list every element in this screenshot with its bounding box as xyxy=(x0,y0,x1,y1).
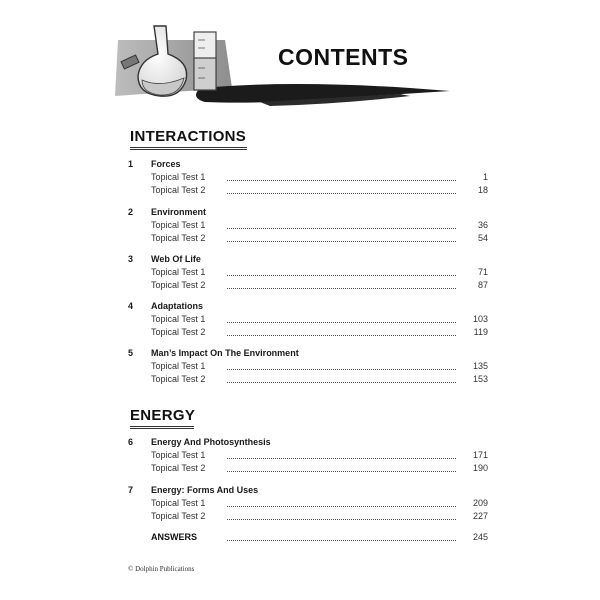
toc-entry xyxy=(151,184,488,197)
page-number: 18 xyxy=(477,185,488,195)
page-number: 245 xyxy=(472,532,488,542)
toc-entry xyxy=(151,449,488,462)
toc-entry xyxy=(151,462,488,475)
entry-label: Topical Test 1 xyxy=(151,498,206,508)
entry-label: Topical Test 1 xyxy=(151,450,206,460)
page-number: 71 xyxy=(477,267,488,277)
answers-entry xyxy=(128,531,488,544)
chapter-number: 5 xyxy=(128,348,134,358)
dot-leader xyxy=(227,180,456,181)
page-number: 119 xyxy=(473,327,488,337)
page-number: 1 xyxy=(482,172,488,182)
toc-entry xyxy=(151,360,488,373)
chapter-4 xyxy=(128,300,488,339)
toc-entry xyxy=(151,313,488,326)
page-number: 153 xyxy=(472,374,488,384)
dot-leader xyxy=(227,471,456,472)
chapter-5 xyxy=(128,347,488,386)
page-number: 36 xyxy=(477,220,488,230)
entry-label: ANSWERS xyxy=(151,532,198,542)
toc-entry xyxy=(151,279,488,292)
entry-label: Topical Test 2 xyxy=(151,185,206,195)
page-title: CONTENTS xyxy=(278,44,409,70)
dot-leader xyxy=(227,322,456,323)
copyright-footer: © Dolphin Publications xyxy=(128,565,195,573)
toc-entry xyxy=(151,373,488,386)
chapter-title: Environment xyxy=(151,207,207,217)
dot-leader xyxy=(227,241,456,242)
chapter-number: 1 xyxy=(128,159,134,169)
chapter-2 xyxy=(128,206,488,245)
entry-label: Topical Test 1 xyxy=(151,267,206,277)
chapter-6 xyxy=(128,436,488,475)
dot-leader xyxy=(227,275,456,276)
chapter-title: Adaptations xyxy=(151,301,204,311)
page-number: 54 xyxy=(477,233,488,243)
page-number: 227 xyxy=(472,511,488,521)
toc-entry xyxy=(151,497,488,510)
toc-entry xyxy=(151,171,488,184)
toc-entry xyxy=(151,326,488,339)
entry-label: Topical Test 2 xyxy=(151,233,206,243)
page-number: 103 xyxy=(472,314,488,324)
toc-entry xyxy=(151,531,488,544)
page-number: 190 xyxy=(472,463,488,473)
dot-leader xyxy=(227,382,456,383)
section-title-energy: ENERGY xyxy=(130,407,196,424)
dot-leader xyxy=(227,288,456,289)
dot-leader xyxy=(227,540,456,541)
chapter-number: 3 xyxy=(128,254,134,264)
chapter-number: 6 xyxy=(128,437,134,447)
dot-leader xyxy=(227,369,456,370)
chapter-7 xyxy=(128,484,488,523)
entry-label: Topical Test 2 xyxy=(151,511,206,521)
chapter-title: Man’s Impact On The Environment xyxy=(151,348,299,358)
toc-entry xyxy=(151,510,488,523)
entry-label: Topical Test 1 xyxy=(151,314,206,324)
dot-leader xyxy=(227,506,456,507)
chapter-number: 4 xyxy=(128,301,134,311)
section-underline xyxy=(130,426,194,429)
entry-label: Topical Test 1 xyxy=(151,220,206,230)
page-number: 87 xyxy=(477,280,488,290)
chapter-title: Forces xyxy=(151,159,181,169)
entry-label: Topical Test 1 xyxy=(151,172,206,182)
chapter-number: 2 xyxy=(128,207,134,217)
section-underline xyxy=(130,147,247,150)
entry-label: Topical Test 2 xyxy=(151,327,206,337)
dot-leader xyxy=(227,193,456,194)
page-number: 209 xyxy=(472,498,488,508)
chapter-number: 7 xyxy=(128,485,134,495)
dot-leader xyxy=(227,458,456,459)
toc-entry xyxy=(151,219,488,232)
chapter-3 xyxy=(128,253,488,292)
entry-label: Topical Test 2 xyxy=(151,280,206,290)
dot-leader xyxy=(227,519,456,520)
entry-label: Topical Test 2 xyxy=(151,374,206,384)
toc-entry xyxy=(151,266,488,279)
page-number: 171 xyxy=(472,450,488,460)
entry-label: Topical Test 1 xyxy=(151,361,206,371)
chapter-title: Energy And Photosynthesis xyxy=(151,437,271,447)
page-number: 135 xyxy=(472,361,488,371)
chapter-title: Energy: Forms And Uses xyxy=(151,485,259,495)
dot-leader xyxy=(227,228,456,229)
toc-entry xyxy=(151,232,488,245)
section-title-interactions: INTERACTIONS xyxy=(130,128,247,145)
chapter-1 xyxy=(128,158,488,197)
dot-leader xyxy=(227,335,456,336)
chapter-title: Web Of Life xyxy=(151,254,201,264)
entry-label: Topical Test 2 xyxy=(151,463,206,473)
